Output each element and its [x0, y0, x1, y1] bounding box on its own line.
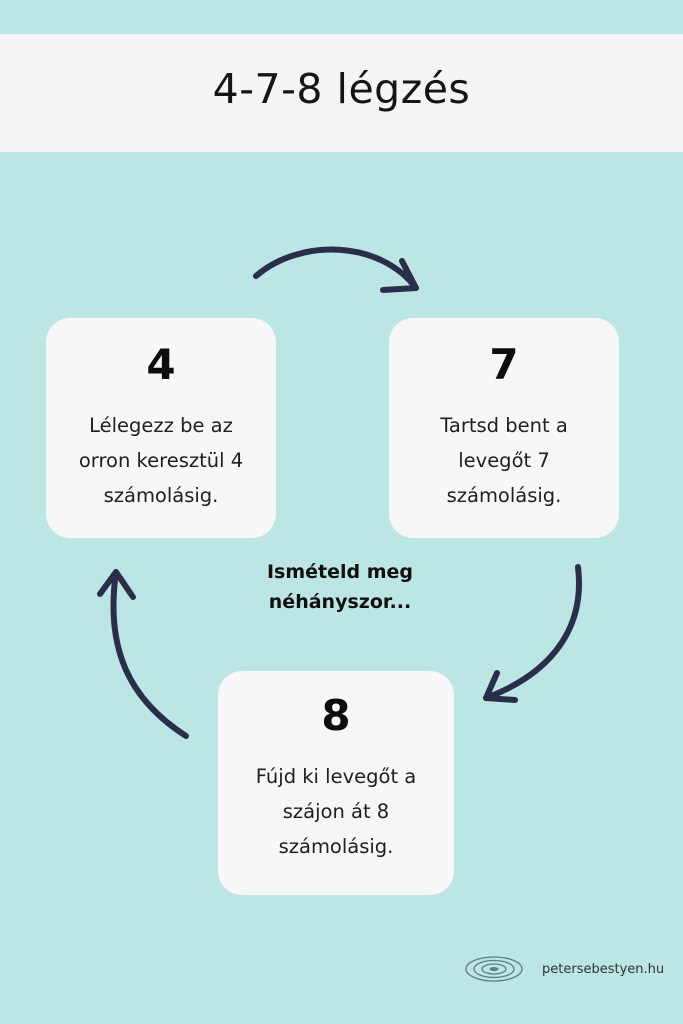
arrow-8-to-4 [113, 572, 186, 736]
step-description: Tartsd bent a levegőt 7 számolásig. [440, 414, 568, 507]
step-card-hold [389, 318, 619, 538]
step-card-exhale [218, 671, 454, 895]
arrow-7-to-8 [486, 567, 579, 698]
step-description: Fújd ki levegőt a szájon át 8 számolásig. [255, 765, 417, 858]
step-number: 7 [489, 340, 519, 389]
arrow-4-to-7 [256, 250, 416, 288]
step-number: 4 [146, 340, 176, 389]
page-title: 4-7-8 légzés [212, 65, 471, 113]
repeat-note: Ismételd meg néhányszor... [266, 561, 414, 613]
step-description: Lélegezz be az orron keresztül 4 számolásig. [78, 414, 244, 507]
brand-footer [464, 954, 664, 984]
brand-url[interactable]: petersebestyen.hu [542, 961, 665, 977]
step-number: 8 [321, 691, 351, 740]
step-card-inhale [46, 318, 276, 538]
concentric-ripple-icon [464, 954, 524, 984]
